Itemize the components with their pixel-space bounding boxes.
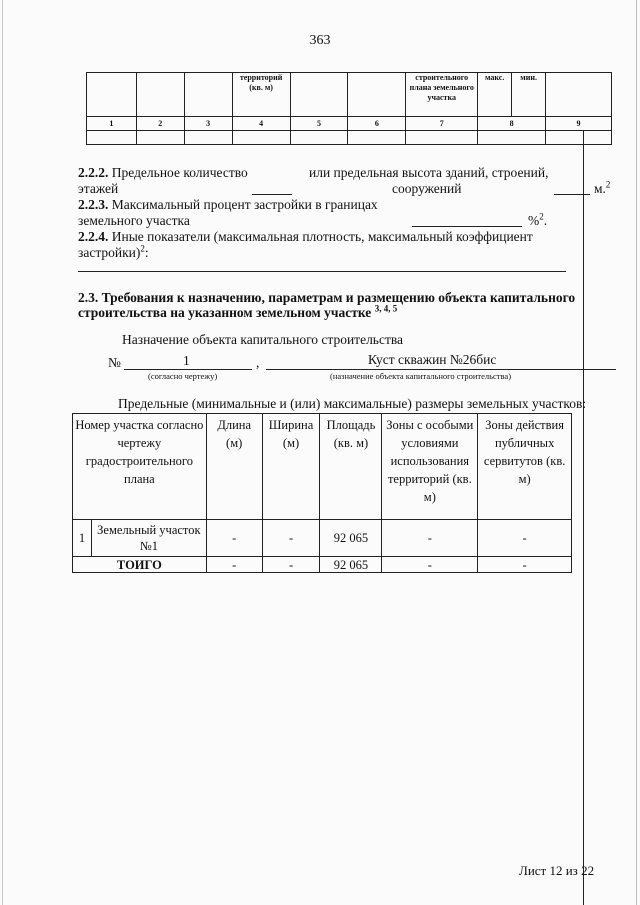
top-table-number-cell: 6: [348, 117, 406, 131]
section-2-2-4-line2: застройки)$^2$:: [78, 243, 149, 260]
top-table-number-cell: 8: [478, 117, 546, 131]
land-table-header-row: [73, 414, 572, 520]
header-plot-number: Номер участка согласно чертежу градостроительного плана: [73, 414, 207, 520]
header-special-zones: Зоны с особыми условиями использования территорий (кв. м): [382, 414, 478, 520]
total-area: 92 065: [320, 557, 382, 573]
purpose-object-underline: [266, 369, 616, 370]
top-table-header-cell: [290, 73, 348, 117]
top-table-header-cell: [184, 73, 232, 117]
section-2-3-line1: 2.3. Требования к назначению, параметрам и размещению объекта капитального: [78, 290, 576, 305]
top-table-number-cell: 7: [406, 117, 478, 131]
top-table-header-cell: [87, 73, 137, 117]
header-length: Длина (м): [206, 414, 262, 520]
section-2-2-3-line1: 2.2.3. Максимальный процент застройки в границах: [78, 197, 378, 212]
row-servitude: -: [478, 520, 572, 557]
total-special-zones: -: [382, 557, 478, 573]
scan-edge-right: [636, 0, 637, 905]
section-2-2-2-line1-right: или предельная высота зданий, строений,: [309, 165, 549, 180]
top-table-header-cell: мин.: [512, 73, 546, 117]
section-2-3-line2: строительства на указанном земельном участке $^{3, 4, 5}$: [78, 303, 398, 320]
percent-blank-line: [412, 226, 522, 227]
section-2-2-2-line1: 2.2.2. Предельное количество: [78, 165, 248, 180]
top-table-header-cell: [546, 73, 612, 117]
purpose-object-value: Куст скважин №26бис: [368, 352, 497, 367]
page-number: 363: [309, 33, 331, 48]
top-table-fragment: [86, 72, 612, 145]
table-row: [73, 520, 572, 557]
table-total-row: [73, 557, 572, 573]
top-table-number-cell: 5: [290, 117, 348, 131]
sheet-footer: Лист 12 из 22: [519, 863, 595, 878]
top-table-header-cell: строительного плана земельного участка: [406, 73, 478, 117]
top-table-header-cell: макс.: [478, 73, 512, 117]
top-table-number-cell: 4: [232, 117, 290, 131]
scan-vertical-line: [583, 130, 584, 905]
header-area: Площадь (кв. м): [320, 414, 382, 520]
height-blank-line: [554, 194, 590, 195]
total-servitude: -: [478, 557, 572, 573]
total-length: -: [206, 557, 262, 573]
sizes-caption: Предельные (минимальные и (или) максимальные) размеры земельных участков:: [118, 396, 587, 411]
top-table-header-cell: территорий (кв. м): [232, 73, 290, 117]
top-table-number-cell: 9: [546, 117, 612, 131]
top-table-header-cell: [348, 73, 406, 117]
land-plot-sizes-table: [72, 413, 572, 573]
scan-edge-left: [2, 0, 3, 905]
top-table-header-row: [87, 73, 612, 117]
top-table-header-cell: [136, 73, 184, 117]
row-area: 92 065: [320, 520, 382, 557]
purpose-label: Назначение объекта капитального строительства: [122, 332, 404, 347]
purpose-no-caption: (согласно чертежу): [148, 371, 218, 381]
purpose-object-caption: (назначение объекта капитального строительства): [330, 371, 512, 381]
row-length: -: [206, 520, 262, 557]
section-2-2-3-line2: земельного участка: [78, 213, 190, 228]
top-table-number-cell: 1: [87, 117, 137, 131]
purpose-no-label: №: [108, 355, 121, 370]
total-label: ТОИГО: [73, 557, 207, 573]
row-width: -: [262, 520, 320, 557]
row-special-zones: -: [382, 520, 478, 557]
floors-blank-line: [252, 194, 292, 195]
purpose-no-value: 1: [183, 353, 190, 368]
top-table-number-cell: 2: [136, 117, 184, 131]
purpose-comma: ,: [256, 355, 260, 370]
section-2-2-4-line1: 2.2.4. Иные показатели (максимальная плотность, максимальный коэффициент: [78, 229, 533, 244]
purpose-no-underline: [124, 369, 252, 370]
row-num: 1: [73, 520, 92, 557]
section-2-2-2-line2-left: этажей: [78, 181, 119, 196]
percent-unit: %$^2$.: [528, 211, 548, 228]
total-width: -: [262, 557, 320, 573]
top-table-number-row: [87, 117, 612, 131]
height-unit: м.$^2$: [594, 179, 611, 196]
section-2-2-2-line2-right: сооружений: [392, 181, 462, 196]
header-width: Ширина (м): [262, 414, 320, 520]
top-table-empty-row: [87, 131, 612, 145]
other-indicators-blank-line: [78, 271, 566, 272]
top-table-number-cell: 3: [184, 117, 232, 131]
row-plot-name: Земельный участок №1: [91, 520, 206, 557]
header-servitude-zones: Зоны действия публичных сервитутов (кв. м): [478, 414, 572, 520]
